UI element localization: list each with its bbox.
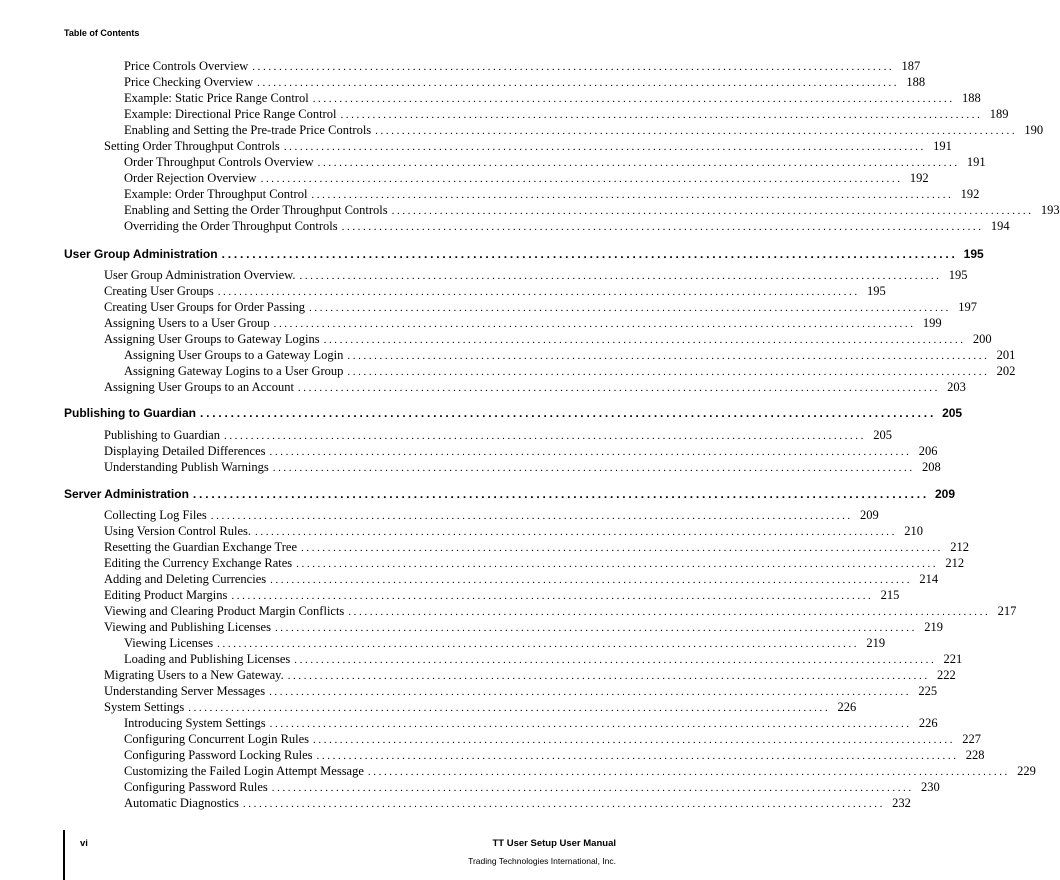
toc-entry-title: Configuring Password Rules <box>124 780 268 794</box>
toc-entry[interactable] <box>104 700 857 717</box>
toc-entry-page: 228 <box>965 748 985 762</box>
toc-entry-title: Example: Order Throughput Control <box>124 187 308 201</box>
toc-entry-page: 230 <box>921 780 940 794</box>
toc-entry-title: Viewing and Publishing Licenses <box>104 620 271 634</box>
dot-leader: ........................................................................................................................ <box>269 686 912 698</box>
toc-entry[interactable] <box>124 187 980 204</box>
toc-entry-title: Assigning User Groups to a Gateway Login <box>124 348 344 362</box>
toc-entry[interactable] <box>124 171 929 188</box>
toc-entry-page: 191 <box>933 139 952 153</box>
dot-leader: ........................................................................................................................ <box>270 574 913 586</box>
toc-entry-title: Example: Static Price Range Control <box>124 91 309 105</box>
toc-entry-title: Loading and Publishing Licenses <box>124 652 291 666</box>
toc-entry-title: Example: Directional Price Range Control <box>124 107 337 121</box>
dot-leader: ........................................................................................................................ <box>301 542 944 554</box>
toc-entry-title: Price Checking Overview <box>124 75 254 89</box>
toc-entry-title: Adding and Deleting Currencies <box>104 572 267 586</box>
toc-entry[interactable] <box>104 572 939 589</box>
toc-entry-title: Price Controls Overview <box>124 59 249 73</box>
toc-entry[interactable] <box>104 284 886 301</box>
dot-leader: ........................................................................................................................ <box>299 270 942 282</box>
toc-entry-page: 205 <box>873 428 892 442</box>
dot-leader: ........................................................................................................................ <box>223 430 866 442</box>
toc-entry[interactable] <box>124 75 926 92</box>
toc-entry-title: Viewing Licenses <box>124 636 214 650</box>
toc-entry-title: Understanding Publish Warnings <box>104 460 269 474</box>
toc-entry[interactable] <box>104 139 952 156</box>
dot-leader: ........................................................................................................................ <box>341 221 984 233</box>
toc-entry[interactable] <box>124 59 921 76</box>
dot-leader: ........................................................................................................................ <box>283 141 926 153</box>
dot-leader: ........................................................................................................................ <box>323 334 966 346</box>
dot-leader: ........................................................................................................................ <box>297 382 940 394</box>
dot-leader: ........................................................................................................................ <box>367 766 1010 778</box>
footer-page-number: vi <box>80 838 88 849</box>
dot-leader: ........................................................................................................................ <box>231 590 874 602</box>
toc-entry-page: 187 <box>901 59 921 73</box>
toc-entry[interactable] <box>104 444 938 461</box>
dot-leader: ........................................................................................................................ <box>347 366 990 378</box>
dot-leader: ........................................................................................................................ <box>296 558 939 570</box>
toc-entry-page: 209 <box>860 508 879 522</box>
toc-entry[interactable] <box>104 332 992 349</box>
toc-entry[interactable] <box>104 380 966 397</box>
toc-entry[interactable] <box>124 203 1060 220</box>
toc-entry-title: Enabling and Setting the Order Throughput Controls <box>124 203 388 217</box>
dot-leader: ........................................................................................................................ <box>311 189 954 201</box>
toc-entry-page: 202 <box>996 364 1016 378</box>
toc-entry-page: 212 <box>950 540 970 554</box>
toc-entry[interactable] <box>104 300 978 317</box>
toc-entry[interactable] <box>104 460 941 477</box>
dot-leader: ........................................................................................................................ <box>257 77 900 89</box>
dot-leader: ........................................................................................................................ <box>391 205 1034 217</box>
dot-leader: ........................................................................................................................ <box>272 462 915 474</box>
toc-entry-page: 189 <box>989 107 1009 121</box>
toc-entry-title: Setting Order Throughput Controls <box>104 139 280 153</box>
toc-entry-page: 203 <box>947 380 966 394</box>
toc-entry[interactable] <box>124 364 1016 381</box>
toc-entry-page: 199 <box>922 316 942 330</box>
dot-leader: ........................................................................................................................ <box>221 247 958 261</box>
toc-entry[interactable] <box>124 780 940 797</box>
toc-entry-title: Configuring Password Locking Rules <box>124 748 313 762</box>
dot-leader: ........................................................................................................................ <box>312 93 955 105</box>
toc-entry-title: Migrating Users to a New Gateway. <box>104 668 284 682</box>
dot-leader: ........................................................................................................................ <box>255 526 897 538</box>
toc-entry-page: 225 <box>918 684 938 698</box>
toc-entry-title: Assigning Gateway Logins to a User Group <box>124 364 344 378</box>
toc-entry-page: 215 <box>880 588 900 602</box>
footer-rule <box>63 830 65 880</box>
dot-leader: ........................................................................................................................ <box>217 638 860 650</box>
running-head: Table of Contents <box>64 28 140 38</box>
dot-leader: ........................................................................................................................ <box>188 702 831 714</box>
toc-entry[interactable] <box>104 588 900 605</box>
toc-entry-page: 227 <box>962 732 982 746</box>
toc-entry-page: 195 <box>948 268 968 282</box>
toc-entry-title: System Settings <box>104 700 185 714</box>
toc-entry-page: 193 <box>1040 203 1060 217</box>
dot-leader: ........................................................................................................................ <box>313 734 956 746</box>
toc-entry-page: 208 <box>921 460 941 474</box>
dot-leader: ........................................................................................................................ <box>273 318 916 330</box>
toc-entry-page: 194 <box>990 219 1010 233</box>
toc-entry-title: Displaying Detailed Differences <box>104 444 266 458</box>
toc-entry-title: Overriding the Order Throughput Controls <box>124 219 338 233</box>
toc-entry-title: Creating User Groups <box>104 284 214 298</box>
dot-leader: ........................................................................................................................ <box>217 286 860 298</box>
dot-leader: ........................................................................................................................ <box>242 798 885 810</box>
dot-leader: ........................................................................................................................ <box>192 487 929 501</box>
toc-entry[interactable] <box>124 716 938 733</box>
dot-leader: ........................................................................................................................ <box>287 670 930 682</box>
toc-entry-page: 195 <box>963 247 984 261</box>
footer-manual-title: TT User Setup User Manual <box>492 838 616 849</box>
dot-leader: ........................................................................................................................ <box>271 782 914 794</box>
dot-leader: ........................................................................................................................ <box>347 350 990 362</box>
toc-entry-page: 188 <box>906 75 926 89</box>
toc-entry[interactable] <box>124 636 886 653</box>
toc-chapter-entry[interactable] <box>64 247 984 263</box>
dot-leader: ........................................................................................................................ <box>309 302 952 314</box>
toc-entry-title: Assigning User Groups to Gateway Logins <box>104 332 320 346</box>
toc-entry-page: 217 <box>997 604 1017 618</box>
toc-entry[interactable] <box>104 620 943 637</box>
toc-entry-page: 210 <box>904 524 923 538</box>
toc-entry-title: Order Throughput Controls Overview <box>124 155 314 169</box>
toc-entry[interactable] <box>104 316 942 333</box>
toc-entry-title: Enabling and Setting the Pre-trade Price Controls <box>124 123 372 137</box>
toc-entry[interactable] <box>104 604 1017 621</box>
toc-entry-page: 226 <box>837 700 857 714</box>
toc-entry[interactable] <box>124 764 1036 781</box>
toc-entry-page: 219 <box>866 636 886 650</box>
toc-entry[interactable] <box>104 556 965 573</box>
toc-entry-page: 195 <box>866 284 886 298</box>
toc-entry[interactable] <box>104 268 968 285</box>
toc-entry[interactable] <box>124 348 1016 365</box>
toc-entry[interactable] <box>124 123 1044 140</box>
toc-entry[interactable] <box>124 155 986 172</box>
toc-entry-title: Assigning User Groups to an Account <box>104 380 294 394</box>
toc-entry-title: Creating User Groups for Order Passing <box>104 300 306 314</box>
dot-leader: ........................................................................................................................ <box>375 125 1018 137</box>
toc-entry-page: 219 <box>924 620 943 634</box>
toc-entry-page: 206 <box>918 444 938 458</box>
toc-entry-title: User Group Administration Overview. <box>104 268 296 282</box>
dot-leader: ........................................................................................................................ <box>210 510 853 522</box>
dot-leader: ........................................................................................................................ <box>252 61 895 73</box>
toc-entry-page: 209 <box>935 487 956 501</box>
dot-leader: ........................................................................................................................ <box>316 750 959 762</box>
toc-entry-title: Publishing to Guardian <box>104 428 220 442</box>
toc-entry-page: 192 <box>909 171 929 185</box>
toc-entry-title: Viewing and Clearing Product Margin Conflicts <box>104 604 345 618</box>
dot-leader: ........................................................................................................................ <box>340 109 983 121</box>
toc-entry-title: Editing Product Margins <box>104 588 228 602</box>
dot-leader: ........................................................................................................................ <box>200 406 937 420</box>
toc-entry-page: 190 <box>1024 123 1044 137</box>
toc-entry-title: Resetting the Guardian Exchange Tree <box>104 540 298 554</box>
toc-entry-title: Introducing System Settings <box>124 716 266 730</box>
toc-entry-title: User Group Administration <box>64 247 218 261</box>
toc-entry-page: 214 <box>919 572 939 586</box>
toc-entry-title: Collecting Log Files <box>104 508 207 522</box>
toc-entry-title: Order Rejection Overview <box>124 171 257 185</box>
toc-entry-title: Publishing to Guardian <box>64 406 196 420</box>
toc-chapter-entry[interactable] <box>64 487 956 503</box>
toc-entry[interactable] <box>104 508 879 525</box>
toc-entry-page: 192 <box>960 187 980 201</box>
toc-entry-page: 221 <box>943 652 963 666</box>
dot-leader: ........................................................................................................................ <box>260 173 903 185</box>
toc-entry-page: 222 <box>936 668 956 682</box>
toc-entry[interactable] <box>124 748 985 765</box>
dot-leader: ........................................................................................................................ <box>274 622 917 634</box>
toc-entry-page: 200 <box>972 332 992 346</box>
toc-entry-title: Server Administration <box>64 487 189 501</box>
toc-entry-page: 226 <box>918 716 938 730</box>
toc-entry-page: 197 <box>958 300 978 314</box>
toc-chapter-entry[interactable] <box>64 406 963 422</box>
toc-entry[interactable] <box>124 652 963 669</box>
toc-entry-page: 229 <box>1017 764 1036 778</box>
toc-entry-page: 191 <box>966 155 986 169</box>
toc-entry[interactable] <box>124 732 982 749</box>
toc-entry-title: Using Version Control Rules. <box>104 524 251 538</box>
toc-entry-page: 232 <box>892 796 911 810</box>
toc-entry[interactable] <box>104 428 892 445</box>
toc-entry[interactable] <box>104 524 923 541</box>
toc-entry[interactable] <box>124 796 911 813</box>
toc-entry-title: Editing the Currency Exchange Rates <box>104 556 293 570</box>
dot-leader: ........................................................................................................................ <box>294 654 937 666</box>
dot-leader: ........................................................................................................................ <box>269 718 912 730</box>
toc-entry-page: 205 <box>942 406 963 420</box>
toc-entry[interactable] <box>104 668 956 685</box>
toc-entry[interactable] <box>104 540 970 557</box>
dot-leader: ........................................................................................................................ <box>317 157 960 169</box>
toc-entry-page: 212 <box>945 556 965 570</box>
toc-entry[interactable] <box>104 684 938 701</box>
toc-entry-title: Understanding Server Messages <box>104 684 266 698</box>
toc-entry-title: Automatic Diagnostics <box>124 796 239 810</box>
dot-leader: ........................................................................................................................ <box>269 446 912 458</box>
toc-entry[interactable] <box>124 107 1009 124</box>
toc-entry-page: 188 <box>961 91 981 105</box>
toc-entry-title: Configuring Concurrent Login Rules <box>124 732 310 746</box>
footer-company: Trading Technologies International, Inc. <box>468 856 616 866</box>
toc-entry-page: 201 <box>996 348 1016 362</box>
dot-leader: ........................................................................................................................ <box>348 606 991 618</box>
toc-entry[interactable] <box>124 91 981 108</box>
toc-entry-title: Customizing the Failed Login Attempt Message <box>124 764 364 778</box>
toc-entry[interactable] <box>124 219 1010 236</box>
toc-entry-title: Assigning Users to a User Group <box>104 316 270 330</box>
